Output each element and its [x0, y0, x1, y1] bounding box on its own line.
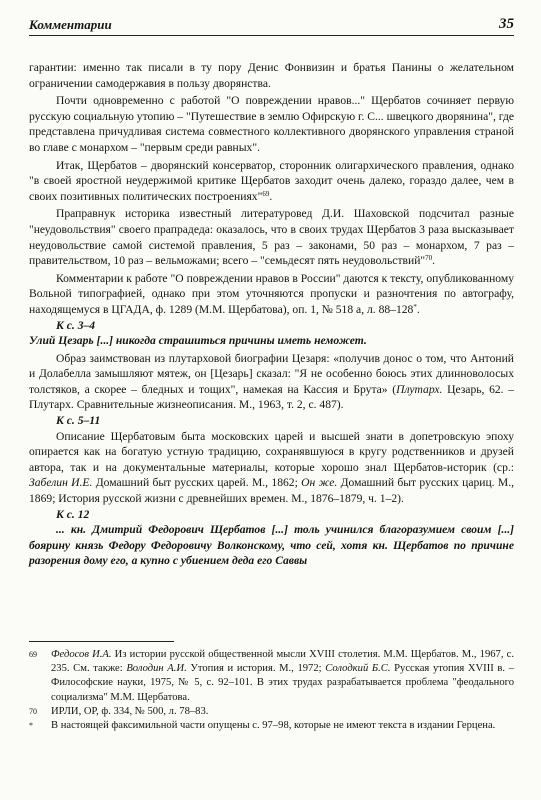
paragraph-3-text: Итак, Щербатов – дворянский консерватор, сторонник олигархического правления, однако "в своей яростной неудержимой критике Щербатов заходит очень далеко, гораздо далее, чем в своих позитивных политических построениях"	[29, 158, 514, 203]
footnote-text-1: Из истории русской общественной мысли XVIII столетия. М.М. Щербатов. М., 1967, с. 235. См. также:	[51, 649, 515, 675]
footnote-70	[29, 705, 514, 719]
main-text	[29, 60, 514, 569]
page-reference-3: К с. 12	[56, 507, 90, 521]
footnotes	[29, 641, 514, 733]
page-reference-2: К с. 5–11	[56, 414, 101, 428]
paragraph-7-author: Забелин И.Е.	[29, 476, 93, 490]
quotation-2: ... кн. Дмитрий Федорович Щербатов [...] толь учинился благоразумием своим [...] боярину князь Федору Федоровичу Волконскому, что сей, хотя кн. Щербатов по причине разорения дому его, а купно с убиением деда его Саввы	[29, 523, 514, 568]
paragraph-5-text: Комментарии к работе "О повреждении нравов в России" даются к тексту, опубликованному Вольной типографией, однако при этом уточняются пропуски и разночтения по автографу, находящемуся в ЦГАДА, ф. 1289 (М.М. Щербатова), оп. 1, № 518 а, л. 88–128	[29, 271, 514, 316]
paragraph-6-text-b: Цезарь, 62. – Плутарх. Сравнительные жизнеописания. М., 1963, т. 2, с. 487).	[29, 382, 514, 412]
paragraph-6-text-a: Образ заимствован из плутарховой биографии Цезаря: «получив донос о том, что Антоний и Долабелла замышляют мятеж, он [Цезарь] сказал: "Я не особенно боюсь этих длинноволосых толстяков, а скорее – бледных и тощих", намекая на Кассия и Брута» (	[29, 351, 514, 396]
paragraph-6	[29, 351, 514, 413]
footnote-text: В настоящей факсимильной части опущены с. 97–98, которые не имеют текста в издании Герцена.	[51, 720, 496, 732]
footnote-text: ИРЛИ, ОР, ф. 334, № 500, л. 78–83.	[51, 705, 209, 717]
footnote-text	[51, 648, 514, 705]
footnote-mark: 70	[29, 706, 37, 716]
footnote-ref-69: 69	[262, 189, 270, 198]
paragraph-4-text: Праправнук историка известный литературовед Д.И. Шаховской подсчитал разные "неудовольствия" своего прапрадеда: оказалось, что в своих трудах Щербатов 3 раза высказывает неудовольствие самой системой правления, 5 раз – законами, 50 раз – монархом, 7 раз – правительством, 10 раз – вельможами; всего – "семьдесят пять неудовольствий"	[29, 207, 514, 268]
paragraph-7-ibid: Он же.	[301, 476, 338, 490]
footnote-text-3: Русская утопия XVIII в. – Философские науки, 1975, № 5, с. 92–101. В этих трудах разрабатывается проблема "феодального социализма" М.М. Щербатова.	[51, 663, 514, 703]
footnote-author-3: Солодкий Б.С.	[325, 663, 391, 675]
footnote-divider	[29, 641, 174, 642]
footnote-69	[29, 648, 514, 705]
footnote-author-1: Федосов И.А.	[51, 649, 112, 660]
footnote-mark: *	[29, 721, 33, 731]
footnote-text-2: Утопия и история. М., 1972;	[186, 663, 326, 675]
page-number: 35	[499, 16, 514, 32]
paragraph-6-author: Плутарх.	[396, 382, 443, 396]
paragraph-2: Почти одновременно с работой "О повреждении нравов..." Щербатов сочиняет первую русскую социальную утопию – "Путешествие в землю Офирскую г. С... швецкого дворянина", где представлена причудливая система совместного коллективного дворянского управления страной во главе с монархом – "первым среди равных".	[29, 94, 514, 154]
footnote-ref-70: 70	[425, 254, 433, 263]
paragraph-7-text-a: Описание Щербатовым быта московских царей и высшей знати в допетровскую эпоху опирается как на богатую устную традицию, сохранявшуюся в кругу родственников и друзей автора, так и на документальные материалы, которые хорошо знал Щербатов-историк (ср.:	[29, 429, 514, 474]
paragraph-5: Комментарии к работе "О повреждении нравов в России" даются к тексту, опубликованному Вольной типографией, однако при этом уточняются пропуски и разночтения по автографу, находящемуся в ЦГАДА, ф. 1289 (М.М. Щербатова), оп. 1, № 518 а, л. 88–128*.	[29, 271, 514, 316]
footnote-mark: 69	[29, 650, 37, 659]
page-reference-1: К с. 3–4	[56, 318, 96, 332]
footnote-star	[29, 719, 514, 733]
paragraph-3: Итак, Щербатов – дворянский консерватор, сторонник олигархического правления, однако "в своей яростной неудержимой критике Щербатов заходит очень далеко, гораздо далее, чем в своих позитивных политических построениях"$^{69}$.	[29, 158, 514, 203]
paragraph-7-text-c: Домашний быт русских цариц. М., 1869; История русской жизни с древнейших времен. М., 1876–1879, ч. 1–2).	[29, 476, 514, 506]
footnote-ref-star: *	[413, 302, 417, 311]
footnote-author-2: Володин А.И.	[126, 663, 187, 675]
paragraph-4: Праправнук историка известный литературовед Д.И. Шаховской подсчитал разные "неудовольствия" своего прапрадеда: оказалось, что в своих трудах Щербатов 3 раза высказывает неудовольствие самой системой правления, 5 раз – законами, 50 раз – монархом, 7 раз – правительством, 10 раз – вельможами; всего – "семьдесят пять неудовольствий"$^{70}$.	[29, 207, 514, 268]
paragraph-7	[29, 429, 514, 507]
running-title: Комментарии	[29, 17, 112, 32]
running-header	[29, 10, 514, 36]
paragraph-1: гарантии: именно так писали в ту пору Денис Фонвизин и братья Панины о желательном ограничении самодержавия в пользу дворянства.	[29, 61, 514, 90]
paragraph-7-text-b: Домашний быт русских царей. М., 1862;	[92, 476, 302, 490]
quotation-1: Улий Цезарь [...] никогда страшиться причины иметь неможет.	[29, 334, 367, 348]
